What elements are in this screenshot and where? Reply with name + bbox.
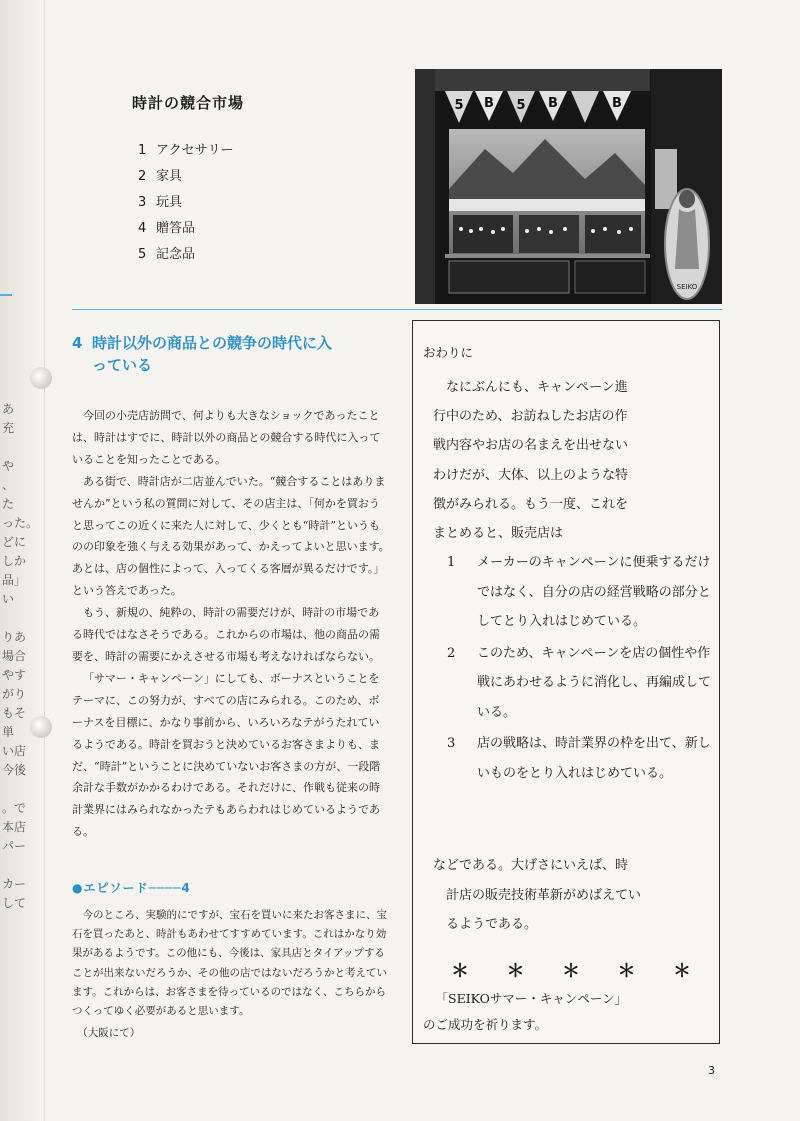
svg-text:SEIKO: SEIKO <box>676 283 698 291</box>
binder-hole-top <box>30 367 52 389</box>
list-item: 3 店の戦略は、時計業界の枠を出て、新しいものをとり入れはじめている。 <box>447 736 711 781</box>
section-divider-rule <box>72 309 722 310</box>
svg-text:B: B <box>548 96 558 111</box>
body-paragraph: 「サマー・キャンペーン」にしても、ボーナスということをテーマに、この努力が、すべての店にみられる。このため、ボーナスを目標に、かなり事前から、いろいろなテがうたれているようである。時計を買おうと決めているお客さまよりも、まだ、“時計”ということに決めていないお客さまの方が、一段階余計な手数がかかるわけである。それだけに、作戦も従来の時計業界にはみられなかったテもあらわれはじめているようである。 <box>72 671 381 839</box>
svg-text:5: 5 <box>454 98 464 113</box>
list-item: 2 このため、キャンペーンを店の個性や作戦にあわせるように消化し、再編成している。 <box>447 645 712 720</box>
campaign-wish: 「SEIKOサマー・キャンペーン」 のご成功を祈ります。 <box>423 991 628 1032</box>
section-body <box>72 405 390 843</box>
closing-intro: なにぶんにも、キャンペーン進 行中のため、お訪ねしたお店の作 戦内容やお店の名まえを出せない わけだが、大体、以上のような特 徴がみられる。もう一度、これを まとめると、販売店は <box>433 380 629 542</box>
section-heading: 4 時計以外の商品との競争の時代に入 っている <box>72 334 333 374</box>
star-divider: ＊ ＊ ＊ ＊ ＊ <box>451 961 691 982</box>
list-item: 3 玩具 <box>138 195 183 210</box>
competitive-market-title: 時計の競合市場 <box>132 94 245 112</box>
svg-text:B: B <box>484 96 494 111</box>
body-paragraph: もう、新規の、純粋の、時計の需要だけが、時計の市場である時代ではなさそうである。これからの市場は、他の商品の需要を、時計の需要にかえさせる市場も考えなければならない。 <box>72 606 380 663</box>
closing-points <box>447 548 717 790</box>
closing-title: おわりに <box>423 345 474 360</box>
list-item: 1 メーカーのキャンペーンに便乗するだけではなく、自分の店の経営戦略の部分としてとり入れはじめている。 <box>447 555 711 629</box>
list-item: 5 記念品 <box>138 247 196 262</box>
episode-heading: ●エピソード────4 <box>72 881 191 895</box>
list-item: 4 贈答品 <box>138 221 196 236</box>
closing-summary: などである。大げさにいえば、時 計店の販売技術革新がめばえてい るようである。 <box>433 858 642 932</box>
page-number: 3 <box>708 1064 715 1077</box>
body-paragraph: 今回の小売店訪問で、何よりも大きなショックであったことは、時計はすでに、時計以外の商品との競合する時代に入っていることを知ったことである。 <box>72 409 381 466</box>
list-item: 1 アクセサリー <box>138 143 234 158</box>
svg-text:B: B <box>612 96 622 111</box>
body-paragraph: ある街で、時計店が二店並んでいた。“競合することはありませんか”という私の質問に対して、その店主は、「何かを買おうと思ってこの近くに来た人に対して、少くとも“時計”というものの印象を強く与える効果があって、かえってよいと思います。あとは、店の個性によって、入ってくる客層が異るだけです。」という答えであった。 <box>72 474 390 598</box>
episode-body <box>72 906 390 1043</box>
svg-text:5: 5 <box>516 98 526 113</box>
binding-gutter <box>0 0 45 1121</box>
competitive-market-list <box>138 142 234 272</box>
list-item: 2 家具 <box>138 169 183 184</box>
episode-paragraph: 今のところ、実験的にですが、宝石を買いに来たお客さまに、宝石を買ったあと、時計もあわせてすすめています。これはかなり効果があるようです。この他にも、今後は、家具店とタイアップすることが出来ないだろうか、その他の店ではないだろうかと考えています。これからは、お客さまを待っているのではなく、こちらからつくってゆく必要があると思います。 <box>72 909 387 1018</box>
binder-hole-bottom <box>30 716 52 738</box>
closing-remarks-box <box>412 320 720 1044</box>
storefront-photo-graphic <box>415 69 722 304</box>
previous-page-edge-text: あ 充 や 、 た った。 どに しか 品」 い りあ 場合 やす がり もそ 単 い店 今後 。で 本店 パー カー して <box>2 402 39 910</box>
gutter-blue-rule <box>0 294 12 296</box>
episode-place: （大阪にて） <box>77 1027 141 1040</box>
storefront-photo <box>415 69 722 304</box>
